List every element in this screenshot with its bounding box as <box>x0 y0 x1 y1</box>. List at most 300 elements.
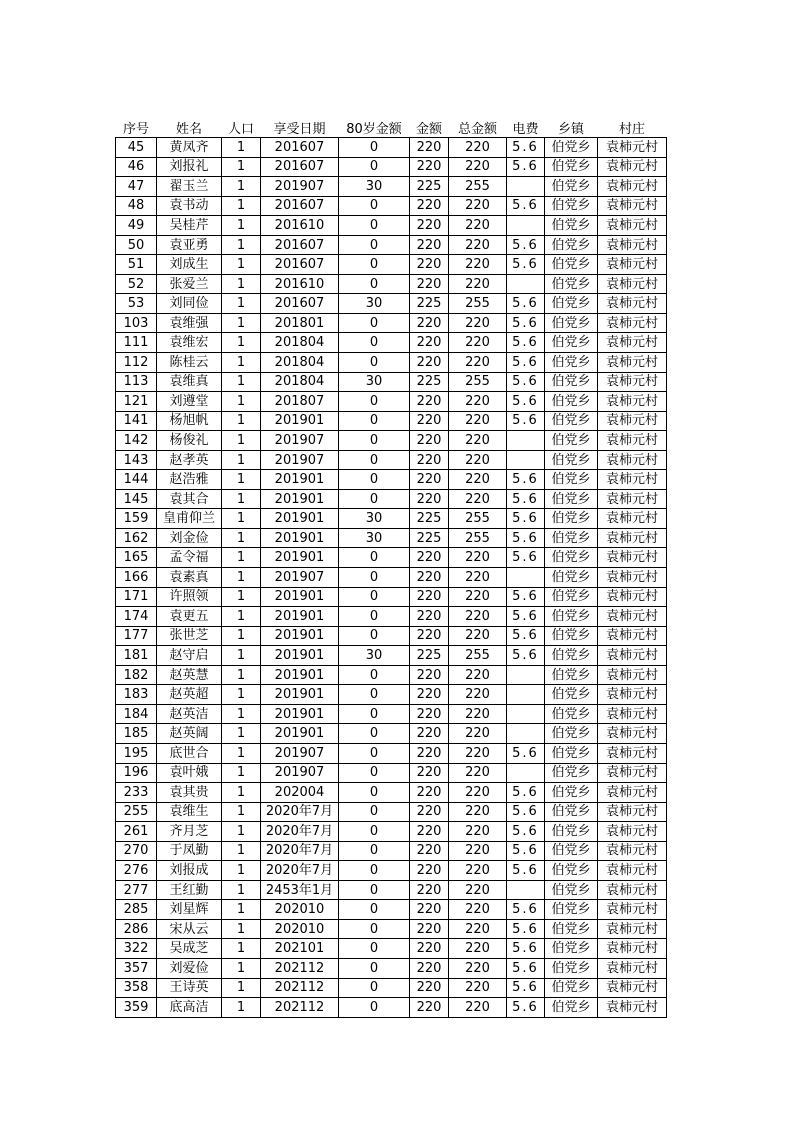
table-row <box>116 607 667 627</box>
cell-village: 袁柿元村 <box>598 841 667 861</box>
cell-electricity: 5.6 <box>507 939 545 959</box>
cell-start-date: 201901 <box>261 704 339 724</box>
cell-total: 220 <box>449 216 507 236</box>
cell-population: 1 <box>222 880 261 900</box>
cell-electricity: 5.6 <box>507 587 545 607</box>
cell-township: 伯党乡 <box>545 880 598 900</box>
cell-start-date: 2020年7月 <box>261 841 339 861</box>
cell-name: 张世芝 <box>157 626 222 646</box>
table-row <box>116 392 667 412</box>
cell-age80-amount: 0 <box>339 665 410 685</box>
cell-name: 袁维强 <box>157 313 222 333</box>
cell-index: 162 <box>116 528 157 548</box>
cell-age80-amount: 0 <box>339 978 410 998</box>
cell-index: 171 <box>116 587 157 607</box>
cell-name: 宋从云 <box>157 919 222 939</box>
cell-township: 伯党乡 <box>545 489 598 509</box>
cell-start-date: 201804 <box>261 353 339 373</box>
cell-total: 220 <box>449 900 507 920</box>
cell-amount: 220 <box>410 235 449 255</box>
cell-village: 袁柿元村 <box>598 196 667 216</box>
cell-population: 1 <box>222 607 261 627</box>
cell-population: 1 <box>222 489 261 509</box>
cell-township: 伯党乡 <box>545 431 598 451</box>
cell-population: 1 <box>222 783 261 803</box>
cell-start-date: 201901 <box>261 607 339 627</box>
cell-township: 伯党乡 <box>545 470 598 490</box>
cell-name: 刘星辉 <box>157 900 222 920</box>
table-row <box>116 998 667 1018</box>
cell-name: 袁更五 <box>157 607 222 627</box>
cell-electricity <box>507 568 545 588</box>
cell-population: 1 <box>222 313 261 333</box>
table-row <box>116 313 667 333</box>
cell-name: 袁书动 <box>157 196 222 216</box>
cell-index: 177 <box>116 626 157 646</box>
cell-population: 1 <box>222 861 261 881</box>
cell-age80-amount: 0 <box>339 724 410 744</box>
cell-index: 195 <box>116 743 157 763</box>
cell-age80-amount: 0 <box>339 489 410 509</box>
cell-start-date: 202101 <box>261 939 339 959</box>
cell-total: 255 <box>449 528 507 548</box>
cell-total: 220 <box>449 665 507 685</box>
cell-age80-amount: 0 <box>339 919 410 939</box>
cell-name: 赵英慧 <box>157 665 222 685</box>
cell-township: 伯党乡 <box>545 646 598 666</box>
cell-electricity <box>507 177 545 197</box>
cell-village: 袁柿元村 <box>598 783 667 803</box>
cell-township: 伯党乡 <box>545 763 598 783</box>
table-row <box>116 743 667 763</box>
cell-population: 1 <box>222 978 261 998</box>
cell-village: 袁柿元村 <box>598 704 667 724</box>
cell-age80-amount: 0 <box>339 392 410 412</box>
cell-age80-amount: 0 <box>339 939 410 959</box>
cell-population: 1 <box>222 431 261 451</box>
table-row <box>116 900 667 920</box>
cell-total: 220 <box>449 450 507 470</box>
table-body <box>116 138 667 1018</box>
cell-start-date: 201901 <box>261 489 339 509</box>
cell-population: 1 <box>222 372 261 392</box>
cell-township: 伯党乡 <box>545 900 598 920</box>
cell-village: 袁柿元村 <box>598 568 667 588</box>
cell-name: 底世合 <box>157 743 222 763</box>
cell-township: 伯党乡 <box>545 743 598 763</box>
table-row <box>116 861 667 881</box>
cell-start-date: 201804 <box>261 372 339 392</box>
cell-start-date: 201907 <box>261 568 339 588</box>
cell-population: 1 <box>222 939 261 959</box>
cell-amount: 220 <box>410 939 449 959</box>
cell-total: 220 <box>449 822 507 842</box>
cell-name: 刘爱俭 <box>157 958 222 978</box>
cell-total: 220 <box>449 958 507 978</box>
cell-total: 220 <box>449 470 507 490</box>
cell-amount: 225 <box>410 528 449 548</box>
cell-village: 袁柿元村 <box>598 450 667 470</box>
cell-village: 袁柿元村 <box>598 802 667 822</box>
cell-index: 141 <box>116 411 157 431</box>
cell-total: 220 <box>449 626 507 646</box>
cell-population: 1 <box>222 646 261 666</box>
cell-village: 袁柿元村 <box>598 294 667 314</box>
cell-start-date: 201901 <box>261 587 339 607</box>
cell-village: 袁柿元村 <box>598 861 667 881</box>
cell-township: 伯党乡 <box>545 157 598 177</box>
cell-age80-amount: 0 <box>339 607 410 627</box>
cell-index: 277 <box>116 880 157 900</box>
cell-township: 伯党乡 <box>545 861 598 881</box>
table-row <box>116 509 667 529</box>
cell-index: 322 <box>116 939 157 959</box>
cell-electricity: 5.6 <box>507 548 545 568</box>
cell-total: 220 <box>449 138 507 158</box>
cell-age80-amount: 0 <box>339 587 410 607</box>
cell-township: 伯党乡 <box>545 313 598 333</box>
cell-village: 袁柿元村 <box>598 880 667 900</box>
cell-age80-amount: 0 <box>339 353 410 373</box>
cell-name: 袁维真 <box>157 372 222 392</box>
table-row <box>116 685 667 705</box>
header-electricity: 电费 <box>512 122 539 137</box>
cell-township: 伯党乡 <box>545 196 598 216</box>
cell-age80-amount: 0 <box>339 763 410 783</box>
cell-population: 1 <box>222 841 261 861</box>
cell-electricity <box>507 704 545 724</box>
cell-population: 1 <box>222 450 261 470</box>
cell-index: 159 <box>116 509 157 529</box>
cell-age80-amount: 0 <box>339 157 410 177</box>
cell-name: 黄凤齐 <box>157 138 222 158</box>
cell-name: 陈桂云 <box>157 353 222 373</box>
cell-name: 底高洁 <box>157 998 222 1018</box>
cell-electricity: 5.6 <box>507 528 545 548</box>
table-row <box>116 704 667 724</box>
table-row <box>116 841 667 861</box>
cell-township: 伯党乡 <box>545 294 598 314</box>
cell-start-date: 202010 <box>261 900 339 920</box>
cell-population: 1 <box>222 528 261 548</box>
cell-index: 359 <box>116 998 157 1018</box>
cell-electricity: 5.6 <box>507 743 545 763</box>
cell-electricity <box>507 431 545 451</box>
cell-index: 111 <box>116 333 157 353</box>
cell-population: 1 <box>222 568 261 588</box>
cell-population: 1 <box>222 294 261 314</box>
cell-index: 184 <box>116 704 157 724</box>
header-index: 序号 <box>122 122 149 137</box>
cell-amount: 220 <box>410 138 449 158</box>
cell-amount: 220 <box>410 724 449 744</box>
cell-index: 51 <box>116 255 157 275</box>
cell-name: 刘成生 <box>157 255 222 275</box>
cell-name: 袁其贵 <box>157 783 222 803</box>
cell-age80-amount: 0 <box>339 255 410 275</box>
cell-township: 伯党乡 <box>545 919 598 939</box>
header-name: 姓名 <box>175 122 202 137</box>
cell-name: 赵浩雅 <box>157 470 222 490</box>
cell-age80-amount: 30 <box>339 294 410 314</box>
cell-village: 袁柿元村 <box>598 665 667 685</box>
cell-electricity: 5.6 <box>507 470 545 490</box>
cell-amount: 220 <box>410 802 449 822</box>
table-row <box>116 783 667 803</box>
cell-township: 伯党乡 <box>545 548 598 568</box>
cell-township: 伯党乡 <box>545 998 598 1018</box>
cell-name: 皇甫仰兰 <box>157 509 222 529</box>
header-row <box>116 117 667 138</box>
cell-name: 吴成芝 <box>157 939 222 959</box>
cell-name: 袁素真 <box>157 568 222 588</box>
cell-age80-amount: 0 <box>339 568 410 588</box>
cell-age80-amount: 0 <box>339 861 410 881</box>
cell-total: 220 <box>449 313 507 333</box>
header-age80-amount: 80岁金额 <box>346 122 402 137</box>
cell-age80-amount: 0 <box>339 216 410 236</box>
cell-index: 261 <box>116 822 157 842</box>
table-row <box>116 372 667 392</box>
table-row <box>116 822 667 842</box>
cell-index: 112 <box>116 353 157 373</box>
cell-population: 1 <box>222 470 261 490</box>
cell-start-date: 201901 <box>261 626 339 646</box>
cell-village: 袁柿元村 <box>598 919 667 939</box>
cell-index: 174 <box>116 607 157 627</box>
cell-name: 袁叶娥 <box>157 763 222 783</box>
cell-population: 1 <box>222 333 261 353</box>
cell-total: 220 <box>449 978 507 998</box>
cell-population: 1 <box>222 822 261 842</box>
cell-total: 255 <box>449 177 507 197</box>
cell-total: 220 <box>449 235 507 255</box>
cell-village: 袁柿元村 <box>598 743 667 763</box>
cell-village: 袁柿元村 <box>598 489 667 509</box>
cell-name: 刘报成 <box>157 861 222 881</box>
cell-amount: 220 <box>410 313 449 333</box>
cell-electricity: 5.6 <box>507 861 545 881</box>
cell-age80-amount: 0 <box>339 880 410 900</box>
cell-township: 伯党乡 <box>545 568 598 588</box>
cell-name: 刘遵堂 <box>157 392 222 412</box>
cell-electricity <box>507 665 545 685</box>
cell-index: 181 <box>116 646 157 666</box>
cell-total: 220 <box>449 685 507 705</box>
cell-population: 1 <box>222 685 261 705</box>
cell-start-date: 201901 <box>261 685 339 705</box>
cell-population: 1 <box>222 743 261 763</box>
cell-electricity: 5.6 <box>507 157 545 177</box>
cell-amount: 220 <box>410 274 449 294</box>
cell-total: 220 <box>449 861 507 881</box>
cell-amount: 220 <box>410 216 449 236</box>
cell-name: 赵英超 <box>157 685 222 705</box>
subsidy-table <box>115 117 667 1018</box>
cell-index: 52 <box>116 274 157 294</box>
cell-total: 220 <box>449 489 507 509</box>
cell-start-date: 201901 <box>261 509 339 529</box>
cell-total: 255 <box>449 372 507 392</box>
cell-name: 杨俊礼 <box>157 431 222 451</box>
cell-township: 伯党乡 <box>545 978 598 998</box>
cell-village: 袁柿元村 <box>598 685 667 705</box>
cell-index: 48 <box>116 196 157 216</box>
header-village: 村庄 <box>618 122 645 137</box>
cell-start-date: 201901 <box>261 548 339 568</box>
cell-name: 齐月芝 <box>157 822 222 842</box>
cell-start-date: 201607 <box>261 255 339 275</box>
cell-total: 220 <box>449 587 507 607</box>
cell-start-date: 202112 <box>261 958 339 978</box>
cell-age80-amount: 0 <box>339 333 410 353</box>
cell-age80-amount: 0 <box>339 313 410 333</box>
cell-population: 1 <box>222 763 261 783</box>
cell-age80-amount: 30 <box>339 509 410 529</box>
cell-total: 220 <box>449 157 507 177</box>
cell-electricity: 5.6 <box>507 607 545 627</box>
header-township: 乡镇 <box>557 122 584 137</box>
cell-age80-amount: 30 <box>339 372 410 392</box>
cell-amount: 220 <box>410 783 449 803</box>
table-row <box>116 763 667 783</box>
cell-name: 王诗英 <box>157 978 222 998</box>
cell-amount: 220 <box>410 665 449 685</box>
cell-age80-amount: 0 <box>339 704 410 724</box>
cell-village: 袁柿元村 <box>598 216 667 236</box>
cell-township: 伯党乡 <box>545 958 598 978</box>
cell-amount: 220 <box>410 431 449 451</box>
cell-total: 220 <box>449 255 507 275</box>
cell-start-date: 2453年1月 <box>261 880 339 900</box>
cell-township: 伯党乡 <box>545 841 598 861</box>
cell-township: 伯党乡 <box>545 372 598 392</box>
cell-name: 赵英洁 <box>157 704 222 724</box>
cell-amount: 220 <box>410 743 449 763</box>
cell-amount: 220 <box>410 958 449 978</box>
cell-population: 1 <box>222 998 261 1018</box>
table-row <box>116 177 667 197</box>
cell-start-date: 2020年7月 <box>261 802 339 822</box>
cell-electricity: 5.6 <box>507 958 545 978</box>
cell-amount: 220 <box>410 607 449 627</box>
cell-village: 袁柿元村 <box>598 138 667 158</box>
cell-start-date: 202112 <box>261 998 339 1018</box>
cell-population: 1 <box>222 900 261 920</box>
cell-population: 1 <box>222 157 261 177</box>
cell-population: 1 <box>222 548 261 568</box>
cell-population: 1 <box>222 177 261 197</box>
cell-age80-amount: 0 <box>339 235 410 255</box>
cell-start-date: 201901 <box>261 528 339 548</box>
cell-township: 伯党乡 <box>545 939 598 959</box>
cell-amount: 220 <box>410 157 449 177</box>
cell-total: 220 <box>449 196 507 216</box>
cell-electricity <box>507 274 545 294</box>
cell-total: 220 <box>449 998 507 1018</box>
cell-electricity: 5.6 <box>507 998 545 1018</box>
cell-total: 220 <box>449 607 507 627</box>
cell-index: 46 <box>116 157 157 177</box>
cell-name: 吴桂芹 <box>157 216 222 236</box>
cell-population: 1 <box>222 665 261 685</box>
header-population: 人口 <box>227 122 254 137</box>
cell-electricity: 5.6 <box>507 489 545 509</box>
table-row <box>116 411 667 431</box>
cell-population: 1 <box>222 919 261 939</box>
cell-township: 伯党乡 <box>545 411 598 431</box>
cell-amount: 220 <box>410 353 449 373</box>
cell-age80-amount: 0 <box>339 958 410 978</box>
cell-electricity <box>507 450 545 470</box>
cell-index: 121 <box>116 392 157 412</box>
cell-age80-amount: 0 <box>339 900 410 920</box>
cell-age80-amount: 0 <box>339 822 410 842</box>
cell-village: 袁柿元村 <box>598 255 667 275</box>
cell-total: 220 <box>449 880 507 900</box>
cell-electricity <box>507 880 545 900</box>
cell-population: 1 <box>222 216 261 236</box>
cell-name: 袁亚勇 <box>157 235 222 255</box>
cell-name: 许照领 <box>157 587 222 607</box>
header-total: 总金额 <box>457 122 497 137</box>
cell-age80-amount: 0 <box>339 431 410 451</box>
cell-name: 赵守启 <box>157 646 222 666</box>
cell-village: 袁柿元村 <box>598 372 667 392</box>
cell-township: 伯党乡 <box>545 587 598 607</box>
cell-village: 袁柿元村 <box>598 548 667 568</box>
cell-amount: 225 <box>410 372 449 392</box>
cell-age80-amount: 0 <box>339 998 410 1018</box>
cell-village: 袁柿元村 <box>598 958 667 978</box>
cell-village: 袁柿元村 <box>598 646 667 666</box>
cell-total: 220 <box>449 724 507 744</box>
table-row <box>116 235 667 255</box>
cell-township: 伯党乡 <box>545 216 598 236</box>
cell-total: 220 <box>449 763 507 783</box>
cell-total: 255 <box>449 646 507 666</box>
cell-population: 1 <box>222 724 261 744</box>
cell-amount: 220 <box>410 919 449 939</box>
cell-amount: 220 <box>410 548 449 568</box>
cell-amount: 220 <box>410 196 449 216</box>
table-row <box>116 626 667 646</box>
cell-name: 刘报礼 <box>157 157 222 177</box>
cell-start-date: 201901 <box>261 665 339 685</box>
table-row <box>116 665 667 685</box>
cell-age80-amount: 0 <box>339 802 410 822</box>
cell-village: 袁柿元村 <box>598 998 667 1018</box>
cell-electricity: 5.6 <box>507 411 545 431</box>
cell-electricity: 5.6 <box>507 783 545 803</box>
table-row <box>116 548 667 568</box>
cell-total: 220 <box>449 392 507 412</box>
cell-amount: 220 <box>410 998 449 1018</box>
cell-name: 刘金俭 <box>157 528 222 548</box>
cell-start-date: 201801 <box>261 313 339 333</box>
cell-start-date: 201607 <box>261 138 339 158</box>
cell-age80-amount: 0 <box>339 411 410 431</box>
cell-amount: 220 <box>410 392 449 412</box>
table-row <box>116 880 667 900</box>
cell-amount: 220 <box>410 626 449 646</box>
cell-population: 1 <box>222 138 261 158</box>
cell-start-date: 201901 <box>261 724 339 744</box>
cell-index: 53 <box>116 294 157 314</box>
cell-start-date: 201907 <box>261 763 339 783</box>
cell-electricity <box>507 763 545 783</box>
cell-age80-amount: 30 <box>339 646 410 666</box>
